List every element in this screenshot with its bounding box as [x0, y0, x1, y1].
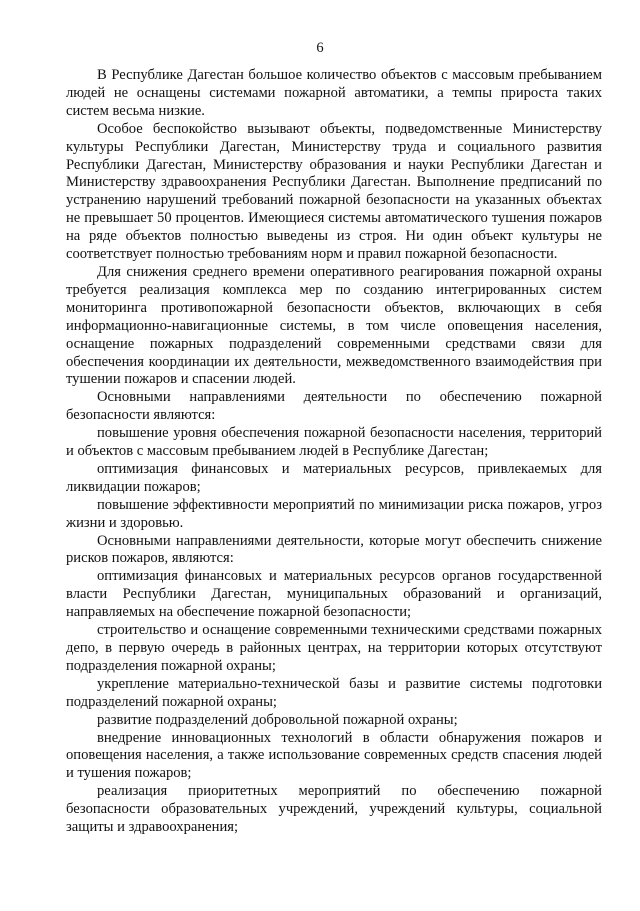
paragraph: В Республике Дагестан большое количество объектов с массовым пребыванием людей не оснащены системами пожарной автоматики, а темпы прироста таких систем весьма низкие.	[66, 67, 602, 119]
list-item: оптимизация финансовых и материальных ресурсов, привлекаемых для ликвидации пожаров;	[66, 460, 602, 495]
body-text	[66, 67, 602, 837]
paragraph: Основными направлениями деятельности по обеспечению пожарной безопасности являются:	[66, 389, 602, 424]
paragraph: Особое беспокойство вызывают объекты, подведомственные Министерству культуры Республики Дагестан, Министерству труда и социального развития Республики Дагестан, Министерству образования и науки Республики Дагестан и Министерству здравоохранения Республики Дагестан. Выполнение предписаний по устранению нарушений требований пожарной безопасности на указанных объектах не превышает 50 процентов. Имеющиеся системы автоматического тушения пожаров на ряде объектов полностью выведены из строя. Ни один объект культуры не соответствует полностью требованиям норм и правил пожарной безопасности.	[66, 120, 602, 263]
list-item: внедрение инновационных технологий в области обнаружения пожаров и оповещения населения, а также использование современных средств спасения людей и тушения пожаров;	[66, 729, 602, 782]
paragraph: Для снижения среднего времени оперативного реагирования пожарной охраны требуется реализация комплекса мер по созданию интегрированных систем мониторинга противопожарной безопасности объектов, включающих в себя информационно-навигационные системы, в том числе оповещения населения, оснащение пожарных подразделений современными средствами связи для обеспечения координации их деятельности, межведомственного взаимодействия при тушении пожаров и спасении людей.	[66, 263, 602, 388]
paragraph: Основными направлениями деятельности, которые могут обеспечить снижение рисков пожаров, являются:	[66, 532, 602, 567]
list-item: оптимизация финансовых и материальных ресурсов органов государственной власти Республики Дагестан, муниципальных образований и организаций, направляемых на обеспечение пожарной безопасности;	[66, 568, 602, 621]
page-number: 6	[316, 40, 324, 56]
list-item: повышение эффективности мероприятий по минимизации риска пожаров, угроз жизни и здоровью.	[66, 496, 602, 531]
list-item: повышение уровня обеспечения пожарной безопасности населения, территорий и объектов с массовым пребыванием людей в Республике Дагестан;	[66, 425, 602, 460]
list-item: строительство и оснащение современными техническими средствами пожарных депо, в первую очередь в районных центрах, на территории которых отсутствуют подразделения пожарной охраны;	[66, 622, 602, 674]
list-item: реализация приоритетных мероприятий по обеспечению пожарной безопасности образовательных учреждений, учреждений культуры, социальной защиты и здравоохранения;	[66, 783, 602, 836]
list-item: укрепление материально-технической базы и развитие системы подготовки подразделений пожарной охраны;	[66, 675, 602, 710]
list-item: развитие подразделений добровольной пожарной охраны;	[97, 711, 458, 728]
